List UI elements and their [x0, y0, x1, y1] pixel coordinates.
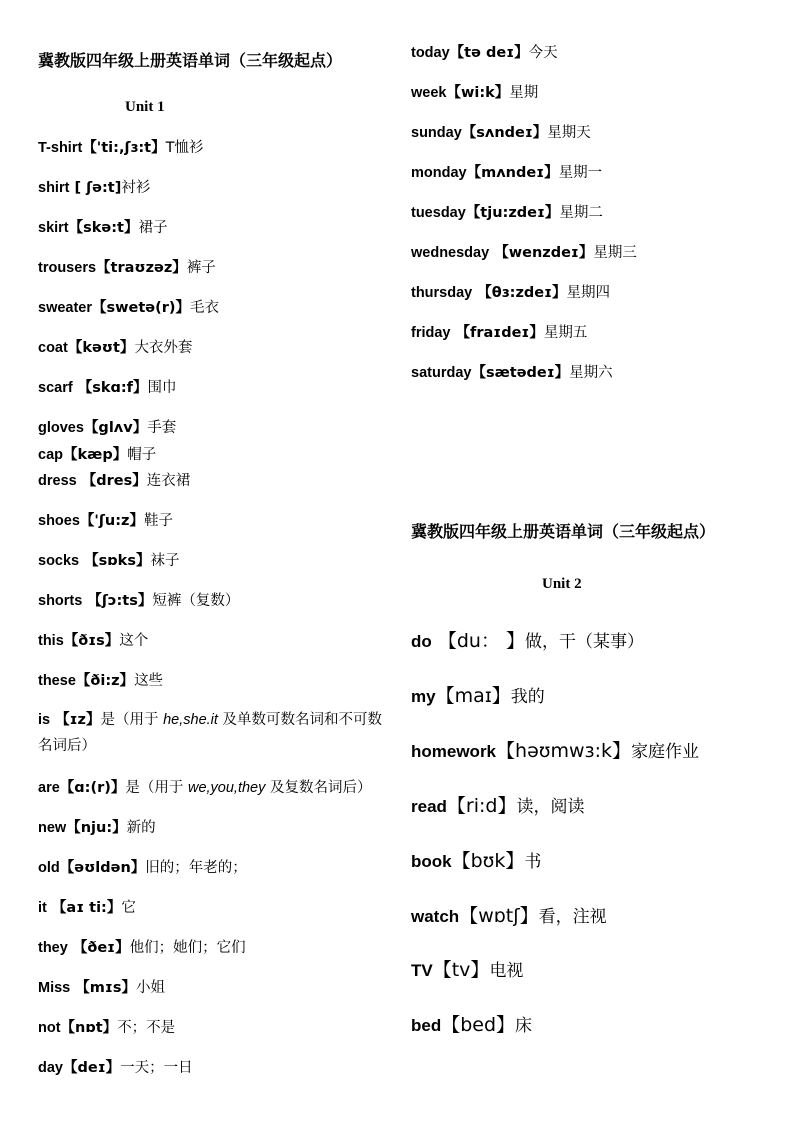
- vocab-word: day: [38, 1060, 63, 1076]
- vocab-meaning: 毛衣: [190, 300, 220, 316]
- vocab-meaning: 我的: [510, 687, 545, 707]
- vocab-phonetic: 【glʌv】: [83, 420, 148, 436]
- vocab-meaning: 及单数可数名词和不可数名词后）: [38, 712, 383, 754]
- vocab-meaning: T恤衫: [165, 140, 204, 156]
- vocab-meaning: 读，阅读: [516, 797, 585, 817]
- vocab-entry: [411, 1013, 532, 1038]
- vocab-meaning: 短裤（复数）: [152, 593, 240, 609]
- vocab-phonetic: 【maɪ】: [435, 685, 511, 707]
- page-title: 冀教版四年级上册英语单词（三年级起点）: [38, 51, 343, 70]
- vocab-meaning: 大衣外套: [134, 340, 193, 356]
- vocab-phonetic: 【tju:zdeɪ】: [465, 205, 560, 221]
- vocab-meaning: 做，干（某事）: [524, 632, 644, 652]
- vocab-word: it: [38, 900, 47, 916]
- vocab-entry: [38, 1016, 175, 1040]
- vocab-meaning: 是（用于: [100, 712, 164, 728]
- vocab-word: shirt: [38, 180, 70, 196]
- vocab-phonetic: 【ðeɪ】: [67, 940, 130, 956]
- vocab-word: scarf: [38, 380, 73, 396]
- vocab-entry: [38, 936, 246, 960]
- vocab-word: monday: [411, 165, 467, 181]
- vocab-phonetic: 【bʊk】: [451, 850, 525, 872]
- vocab-meaning: 星期四: [566, 285, 611, 301]
- vocab-word: these: [38, 673, 76, 689]
- vocab-meaning: 是（用于: [125, 780, 188, 796]
- vocab-meaning: 床: [515, 1016, 533, 1036]
- vocab-entry: [38, 896, 136, 920]
- vocab-word: today: [411, 45, 450, 61]
- vocab-word: sweater: [38, 300, 93, 316]
- vocab-phonetic: 【ɪz】: [50, 712, 101, 728]
- vocab-phonetic: 【ʃɔ:ts】: [82, 593, 153, 609]
- vocab-meaning: 及复数名词后）: [265, 780, 372, 796]
- unit-1-heading: Unit 1: [125, 99, 165, 115]
- vocab-entry: [411, 794, 584, 819]
- vocab-word: new: [38, 820, 67, 836]
- vocab-phonetic: 【deɪ】: [63, 1060, 121, 1076]
- vocab-meaning: 星期: [509, 85, 539, 101]
- vocab-word: is: [38, 712, 51, 728]
- vocab-entry: [411, 958, 523, 983]
- vocab-phonetic: 【aɪ ti:】: [46, 900, 122, 916]
- vocab-entry: [38, 216, 167, 240]
- vocab-meaning: 星期三: [593, 245, 637, 261]
- vocab-word: thursday: [411, 285, 473, 301]
- vocab-meaning: 袜子: [150, 553, 180, 569]
- vocab-entry: [38, 589, 239, 613]
- vocab-meaning: 星期天: [547, 125, 591, 141]
- vocab-phonetic: 【sætədeɪ】: [471, 365, 570, 381]
- vocab-entry: [38, 376, 176, 400]
- vocab-word: they: [38, 940, 68, 956]
- vocab-word: watch: [411, 907, 460, 926]
- vocab-entry: [38, 136, 203, 160]
- vocab-phonetic: [ ʃə:t]: [69, 180, 122, 196]
- vocab-entry: [38, 443, 156, 467]
- vocab-entry: [411, 81, 538, 105]
- vocab-meaning: 连衣裙: [146, 473, 191, 489]
- vocab-phonetic: 【nju:】: [66, 820, 127, 836]
- unit-2-heading: Unit 2: [542, 576, 582, 592]
- vocab-meaning: 星期六: [569, 365, 613, 381]
- vocab-phonetic: 【sɒks】: [79, 553, 151, 569]
- vocab-phonetic: 【θɜ:zdeɪ】: [472, 285, 567, 301]
- vocab-meaning: 星期五: [543, 325, 588, 341]
- vocab-meaning: 家庭作业: [631, 742, 700, 762]
- vocab-phonetic: 【nɒt】: [60, 1020, 118, 1036]
- vocab-word: wednesday: [411, 245, 490, 261]
- vocab-word: this: [38, 633, 64, 649]
- vocab-meaning: 不；不是: [117, 1020, 176, 1036]
- vocab-phonetic: 【traʊzəz】: [96, 260, 187, 276]
- vocab-word: gloves: [38, 420, 84, 436]
- vocab-entry: [38, 816, 156, 840]
- vocab-meaning: 书: [524, 852, 542, 872]
- vocab-phonetic: 【wɒtʃ】: [459, 905, 539, 927]
- vocab-word: TV: [411, 961, 433, 980]
- vocab-entry: [411, 629, 644, 654]
- vocab-phonetic: 【sʌndeɪ】: [461, 125, 548, 141]
- vocab-entry: [411, 684, 545, 709]
- vocab-word: dress: [38, 473, 77, 489]
- vocab-word: T-shirt: [38, 140, 83, 156]
- vocab-phonetic: 【fraɪdeɪ】: [450, 325, 544, 341]
- vocab-word: shorts: [38, 593, 83, 609]
- vocab-phonetic: 【du： 】: [431, 630, 525, 652]
- vocab-meaning: 衬衫: [121, 180, 151, 196]
- vocab-word: my: [411, 687, 436, 706]
- vocab-phonetic: 【mʌndeɪ】: [466, 165, 559, 181]
- vocab-word: skirt: [38, 220, 69, 236]
- vocab-word: Miss: [38, 980, 71, 996]
- vocab-phonetic: 【swetə(r)】: [92, 300, 191, 316]
- vocab-meaning: 今天: [528, 45, 558, 61]
- vocab-entry: [411, 281, 610, 305]
- vocab-entry: [38, 256, 216, 280]
- vocab-word: read: [411, 797, 447, 816]
- vocab-word: old: [38, 860, 60, 876]
- vocab-entry: [38, 336, 192, 360]
- vocab-phonetic: 【ði:z】: [75, 673, 135, 689]
- vocab-phonetic: 【əʊldən】: [59, 860, 146, 876]
- vocab-entry: [411, 161, 602, 185]
- vocab-entry: [411, 41, 558, 65]
- vocab-entry: [38, 669, 163, 693]
- vocab-entry: [411, 241, 637, 265]
- vocab-entry: [38, 549, 179, 573]
- vocab-phonetic: 【wenzdeɪ】: [489, 245, 594, 261]
- vocab-entry: [38, 296, 219, 320]
- unit-2-page-title: 冀教版四年级上册英语单词（三年级起点）: [411, 522, 716, 541]
- vocab-phonetic: 【'ʃu:z】: [79, 513, 144, 529]
- vocab-word: trousers: [38, 260, 97, 276]
- vocab-entry: [38, 707, 388, 759]
- vocab-meaning: 裤子: [186, 260, 216, 276]
- vocab-entry: [38, 629, 148, 653]
- vocab-entry: [38, 856, 247, 880]
- vocab-meaning: 这些: [134, 673, 164, 689]
- vocab-phonetic: 【ri:d】: [446, 795, 517, 817]
- vocab-meaning: 鞋子: [143, 513, 173, 529]
- vocab-word: are: [38, 780, 60, 796]
- vocab-meaning: 围巾: [147, 380, 177, 396]
- vocab-entry: [38, 416, 176, 440]
- vocab-meaning: 新的: [126, 820, 156, 836]
- vocab-entry: [411, 849, 541, 874]
- vocab-entry: [411, 361, 613, 385]
- vocab-word: tuesday: [411, 205, 466, 221]
- vocab-word: week: [411, 85, 447, 101]
- vocab-word: shoes: [38, 513, 80, 529]
- vocab-meaning: 小姐: [135, 980, 165, 996]
- vocab-word: homework: [411, 742, 497, 761]
- vocab-phonetic: 【bed】: [441, 1014, 516, 1036]
- vocab-meaning: 这个: [119, 633, 149, 649]
- vocab-word: do: [411, 632, 432, 651]
- vocab-phonetic: 【wi:k】: [446, 85, 510, 101]
- vocab-entry: [411, 201, 603, 225]
- vocab-phonetic: 【dres】: [76, 473, 147, 489]
- vocab-usage-note: he,she.it: [163, 712, 218, 728]
- vocab-word: socks: [38, 553, 80, 569]
- vocab-word: saturday: [411, 365, 472, 381]
- vocab-entry: [38, 176, 150, 200]
- vocab-meaning: 一天；一日: [120, 1060, 193, 1076]
- vocab-phonetic: 【'ti:,ʃɜ:t】: [82, 140, 166, 156]
- vocab-meaning: 裙子: [138, 220, 168, 236]
- vocab-phonetic: 【ðɪs】: [63, 633, 120, 649]
- vocab-meaning: 星期二: [559, 205, 603, 221]
- vocab-word: coat: [38, 340, 68, 356]
- vocab-meaning: 电视: [489, 961, 524, 981]
- vocab-word: sunday: [411, 125, 462, 141]
- vocab-phonetic: 【mɪs】: [70, 980, 136, 996]
- vocab-meaning: 他们；她们；它们: [129, 940, 246, 956]
- vocab-entry: [38, 469, 190, 493]
- vocab-entry: [38, 1056, 193, 1080]
- vocab-meaning: 帽子: [127, 447, 157, 463]
- vocab-word: cap: [38, 447, 63, 463]
- vocab-word: book: [411, 852, 452, 871]
- vocab-entry: [411, 739, 699, 764]
- vocab-meaning: 它: [121, 900, 136, 916]
- vocab-entry: [38, 776, 371, 800]
- vocab-entry: [38, 976, 165, 1000]
- vocab-entry: [38, 509, 173, 533]
- vocab-phonetic: 【skə:t】: [68, 220, 139, 236]
- vocab-phonetic: 【tə deɪ】: [449, 45, 529, 61]
- vocab-word: bed: [411, 1016, 442, 1035]
- vocab-phonetic: 【tv】: [432, 959, 490, 981]
- vocab-meaning: 看，注视: [538, 907, 607, 927]
- vocab-word: not: [38, 1020, 61, 1036]
- vocab-phonetic: 【skɑ:f】: [72, 380, 148, 396]
- vocab-meaning: 手套: [147, 420, 177, 436]
- vocab-usage-note: we,you,they: [187, 780, 266, 796]
- vocab-meaning: 星期一: [558, 165, 603, 181]
- vocab-entry: [411, 121, 591, 145]
- vocab-phonetic: 【kəʊt】: [67, 340, 135, 356]
- vocab-phonetic: 【kæp】: [63, 447, 128, 463]
- vocab-phonetic: 【ɑ:(r)】: [59, 780, 126, 796]
- vocab-word: friday: [411, 325, 451, 341]
- vocab-meaning: 旧的；年老的；: [145, 860, 247, 876]
- vocab-entry: [411, 321, 587, 345]
- vocab-entry: [411, 904, 607, 929]
- vocab-phonetic: 【həʊmwɜ:k】: [496, 740, 632, 762]
